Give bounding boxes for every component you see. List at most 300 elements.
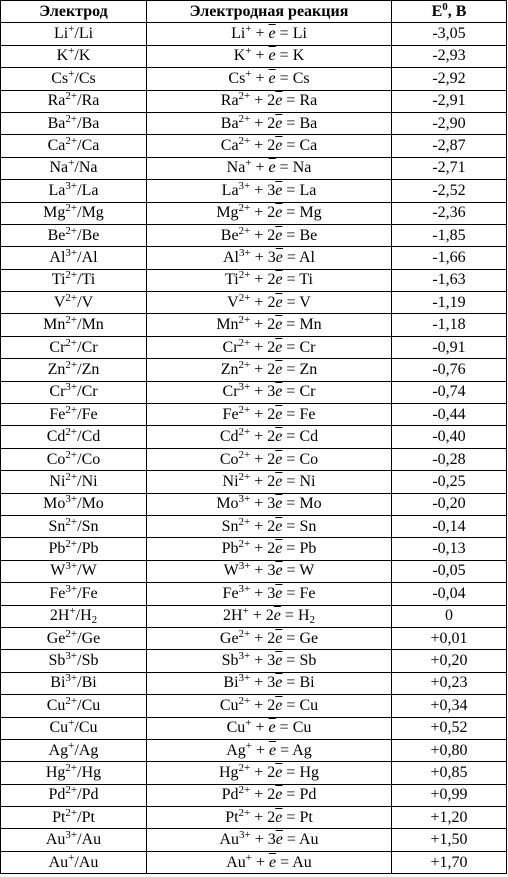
ion-symbol: Ge — [219, 629, 239, 647]
metal-symbol: Pd — [299, 786, 317, 804]
metal — [82, 473, 98, 490]
table-row — [1, 68, 507, 90]
metal-symbol: Ba — [81, 114, 100, 132]
ion-charge: 3+ — [238, 493, 251, 506]
metal — [299, 249, 315, 266]
ion — [216, 495, 250, 512]
metal-symbol: Mo — [81, 495, 104, 513]
electrode-cell — [1, 829, 147, 851]
potential-cell: -0,04 — [392, 583, 507, 605]
metal-symbol: W — [299, 562, 315, 580]
metal-subscript: 2 — [91, 614, 98, 627]
electrode-cell — [1, 851, 147, 873]
metal — [82, 764, 102, 781]
ion-charge: 2+ — [65, 448, 78, 461]
electrode-cell — [1, 359, 147, 381]
ion — [52, 806, 78, 826]
ion-symbol: Al — [49, 248, 66, 266]
ion-symbol: Pb — [221, 540, 239, 558]
ion — [222, 470, 251, 490]
metal-symbol: Bi — [81, 674, 97, 692]
ion-charge: 3+ — [65, 246, 78, 259]
metal — [299, 540, 316, 557]
potential-cell: -0,40 — [392, 426, 507, 448]
ion — [219, 831, 250, 848]
ion-symbol: Fe — [222, 584, 239, 602]
ion-charge: 3+ — [65, 179, 78, 192]
ion-charge: 2+ — [65, 112, 78, 125]
ion-charge: 3+ — [65, 560, 78, 573]
ion-symbol: Au — [48, 853, 69, 871]
metal-symbol: Cs — [292, 69, 310, 87]
ion — [219, 627, 251, 647]
metal — [299, 137, 317, 154]
potential-cell: -1,63 — [392, 269, 507, 291]
ion-symbol: Pt — [52, 808, 66, 826]
electrode-cell — [1, 202, 147, 224]
metal — [299, 697, 318, 714]
separator: / — [77, 360, 82, 378]
ion-charge: 3+ — [65, 582, 78, 595]
table-row — [1, 23, 507, 45]
ion-charge: 2+ — [65, 761, 78, 774]
metal — [82, 809, 95, 826]
separator: / — [77, 696, 82, 714]
metal-symbol: Cr — [81, 338, 98, 356]
metal — [82, 406, 98, 423]
header-reaction: Электродная реакция — [147, 1, 392, 23]
ion-symbol: 2H — [49, 607, 70, 625]
potential-cell: -0,14 — [392, 515, 507, 537]
electrode-cell — [1, 381, 147, 403]
separator: / — [77, 428, 82, 446]
ion — [46, 627, 78, 647]
electron-symbol: $\overline{e}$ — [269, 853, 277, 871]
ion-charge: 2+ — [238, 202, 251, 215]
electron-symbol: $\overline{e}$ — [275, 338, 283, 356]
metal-symbol: Fe — [81, 405, 98, 423]
metal-symbol: Mn — [81, 316, 104, 334]
metal-symbol: Ba — [299, 114, 318, 132]
separator: / — [77, 652, 82, 670]
metal-symbol: Au — [78, 853, 99, 871]
separator: / — [77, 248, 82, 266]
metal-symbol: Ag — [78, 741, 99, 759]
potential-cell: -2,91 — [392, 90, 507, 112]
metal-symbol: Ra — [299, 92, 318, 110]
ion — [222, 403, 251, 423]
ion — [49, 470, 78, 490]
electron-symbol: $\overline{e}$ — [275, 450, 283, 468]
ion — [50, 674, 77, 691]
separator: / — [77, 405, 82, 423]
ion — [234, 47, 252, 64]
electron-symbol: $\overline{e}$ — [275, 495, 283, 513]
metal-symbol: Mg — [299, 204, 322, 222]
ion — [48, 851, 75, 871]
ion-symbol: Zn — [220, 360, 239, 378]
ion-charge: 2+ — [238, 269, 251, 282]
ion — [49, 540, 78, 557]
table-row — [1, 135, 507, 157]
electrode-cell — [1, 493, 147, 515]
metal-symbol: Fe — [299, 584, 316, 602]
ion-symbol: La — [221, 181, 239, 199]
ion — [47, 358, 78, 378]
metal — [82, 451, 101, 468]
metal-symbol: Na — [292, 159, 312, 177]
metal-symbol: Au — [299, 831, 319, 849]
ion — [227, 159, 252, 176]
ion-symbol: Pd — [221, 786, 239, 804]
metal — [299, 809, 312, 826]
table-row — [1, 426, 507, 448]
ion — [221, 179, 251, 199]
reaction-cell: $Cu^+ + \overline{e} = Cu$ — [147, 717, 392, 739]
ion — [223, 607, 249, 624]
reaction-cell: $Ti^{2+} + 2\overline{e} = Ti$ — [147, 269, 392, 291]
ion-charge: + — [68, 851, 75, 864]
metal — [79, 742, 99, 759]
ion-symbol: Bi — [50, 674, 66, 692]
ion-symbol: La — [48, 181, 66, 199]
electron-symbol: $\overline{e}$ — [275, 137, 283, 155]
electron-symbol: $\overline{e}$ — [275, 92, 283, 110]
ion — [48, 739, 75, 759]
ion-symbol: Cd — [46, 428, 66, 446]
electrode-cell — [1, 45, 147, 67]
ion-charge: + — [245, 45, 252, 58]
metal — [299, 831, 319, 848]
metal-symbol: Ca — [81, 137, 100, 155]
separator: / — [74, 47, 79, 65]
metal — [299, 585, 315, 602]
ion — [43, 495, 77, 512]
ion — [223, 246, 251, 266]
metal-symbol: Cu — [81, 696, 101, 714]
metal — [82, 361, 100, 378]
metal — [82, 585, 98, 602]
ion — [222, 786, 251, 803]
potential-cell: -1,85 — [392, 224, 507, 246]
metal-symbol: Li — [292, 25, 307, 43]
electron-symbol: $\overline{e}$ — [275, 831, 283, 849]
ion-symbol: Co — [219, 450, 239, 468]
table-row — [1, 695, 507, 717]
ion — [225, 806, 251, 826]
header-row — [1, 1, 507, 23]
ion-charge: 2+ — [65, 403, 78, 416]
reaction-cell: $Ba^{2+} + 2\overline{e} = Ba$ — [147, 112, 392, 134]
ion-symbol: Fe — [49, 405, 66, 423]
metal-symbol: Cr — [299, 383, 316, 401]
metal-symbol: Mo — [299, 495, 322, 513]
ion-symbol: Cu — [49, 719, 69, 737]
electrode-cell — [1, 807, 147, 829]
separator: / — [77, 181, 82, 199]
potential-cell: +0,34 — [392, 695, 507, 717]
electron-symbol: $\overline{e}$ — [273, 607, 281, 625]
electron-symbol: $\overline{e}$ — [275, 204, 283, 222]
separator: / — [77, 584, 82, 602]
table-row — [1, 45, 507, 67]
ion-charge: 2+ — [65, 291, 78, 304]
table-row — [1, 381, 507, 403]
reaction-cell: $Fe^{2+} + 2\overline{e} = Fe$ — [147, 404, 392, 426]
ion-symbol: Na — [49, 159, 69, 177]
table-row — [1, 493, 507, 515]
metal-symbol: W — [81, 562, 97, 580]
table-row — [1, 851, 507, 873]
ion — [45, 761, 78, 781]
ion-charge: 2+ — [238, 426, 251, 439]
electron-symbol: $\overline{e}$ — [275, 808, 283, 826]
potential-cell: +0,52 — [392, 717, 507, 739]
ion-symbol: Cu — [46, 696, 66, 714]
ion-charge: + — [245, 67, 252, 80]
metal-symbol: Zn — [299, 360, 318, 378]
electrode-cell — [1, 739, 147, 761]
separator: / — [77, 674, 82, 692]
ion — [225, 271, 250, 288]
ion-symbol: Mn — [216, 316, 239, 334]
table-row — [1, 583, 507, 605]
metal — [299, 428, 318, 445]
ion-charge: + — [68, 67, 75, 80]
ion-symbol: Li — [53, 25, 69, 43]
ion — [51, 67, 75, 87]
reaction-cell: $Li^+ + \overline{e} = Li$ — [147, 23, 392, 45]
metal-symbol: Au — [292, 853, 312, 871]
separator: / — [74, 25, 79, 43]
metal — [299, 562, 314, 579]
reaction-cell: $Be^{2+} + 2\overline{e} = Be$ — [147, 224, 392, 246]
ion — [227, 291, 251, 311]
reaction-cell: $K^+ + \overline{e} = K$ — [147, 45, 392, 67]
header-potential: $E^0$, В — [392, 1, 507, 23]
electrode-cell — [1, 404, 147, 426]
ion-charge: 2+ — [65, 784, 78, 797]
separator: / — [77, 831, 82, 849]
ion-charge: 2+ — [238, 135, 251, 148]
electrode-cell — [1, 650, 147, 672]
metal — [293, 719, 312, 736]
reaction-cell: $Mn^{2+} + 2\overline{e} = Mn$ — [147, 314, 392, 336]
separator: / — [77, 763, 82, 781]
metal — [82, 204, 104, 221]
ion-symbol: K — [233, 47, 246, 65]
ion-charge: + — [242, 605, 249, 618]
ion-symbol: Ni — [222, 472, 239, 490]
reaction-cell: $Mg^{2+} + 2\overline{e} = Mg$ — [147, 202, 392, 224]
ion — [221, 515, 251, 535]
table-row — [1, 515, 507, 537]
ion-symbol: 2H — [222, 607, 243, 625]
table-body — [1, 23, 507, 874]
ion — [48, 137, 78, 154]
metal — [299, 473, 315, 490]
ion-charge: 3+ — [238, 672, 251, 685]
metal-symbol: La — [81, 181, 99, 199]
metal-symbol: Pb — [81, 540, 99, 558]
separator: / — [77, 786, 82, 804]
ion-symbol: V — [53, 293, 66, 311]
table-row — [1, 650, 507, 672]
metal-symbol: Ti — [81, 271, 96, 289]
electron-symbol: $\overline{e}$ — [275, 271, 283, 289]
ion-charge: + — [245, 717, 252, 730]
metal — [82, 227, 100, 244]
ion — [48, 179, 78, 199]
ion-charge: + — [69, 605, 76, 618]
electrode-cell — [1, 292, 147, 314]
metal-symbol: Al — [81, 248, 98, 266]
ion-charge: 2+ — [238, 538, 251, 551]
metal — [82, 339, 98, 356]
metal-symbol: Cu — [299, 696, 319, 714]
metal-symbol: Sb — [81, 652, 99, 670]
metal — [299, 339, 315, 356]
ion — [216, 316, 250, 333]
reaction-cell: $Cr^{3+} + 3\overline{e} = Cr$ — [147, 381, 392, 403]
ion — [43, 316, 77, 333]
reaction-cell: $Mo^{3+} + 3\overline{e} = Mo$ — [147, 493, 392, 515]
ion-symbol: Li — [231, 25, 246, 43]
electron-symbol: $\overline{e}$ — [268, 47, 276, 65]
metal-subscript: 2 — [309, 614, 315, 627]
table-row — [1, 717, 507, 739]
ion-symbol: Mo — [43, 495, 66, 513]
potential-cell: -0,44 — [392, 404, 507, 426]
potential-cell: -2,71 — [392, 157, 507, 179]
separator: / — [77, 316, 82, 334]
potential-cell: -2,36 — [392, 202, 507, 224]
metal — [82, 786, 99, 803]
metal — [82, 630, 101, 647]
table-row — [1, 202, 507, 224]
ion-symbol: Bi — [223, 674, 239, 692]
ion — [53, 291, 78, 311]
ion-symbol: Be — [220, 226, 239, 244]
potential-cell: 0 — [392, 605, 507, 627]
metal — [82, 495, 104, 512]
ion-symbol: Cr — [222, 338, 239, 356]
ion-symbol: Sn — [48, 517, 66, 535]
table-row — [1, 560, 507, 582]
metal — [299, 92, 317, 109]
ion-symbol: Au — [45, 831, 66, 849]
electron-symbol: $\overline{e}$ — [268, 159, 276, 177]
ion-symbol: W — [223, 562, 239, 580]
metal — [299, 316, 321, 333]
metal-symbol: Cu — [78, 719, 98, 737]
metal — [82, 518, 99, 535]
table-row — [1, 762, 507, 784]
ion — [223, 383, 251, 400]
metal-symbol: Pd — [81, 786, 99, 804]
table-row — [1, 336, 507, 358]
electrode-cell — [1, 605, 147, 627]
electron-symbol: $\overline{e}$ — [275, 114, 283, 132]
metal — [82, 428, 101, 445]
metal-symbol: Be — [81, 226, 100, 244]
metal-symbol: Hg — [299, 763, 319, 781]
separator: / — [77, 137, 82, 155]
ion-charge: 2+ — [238, 627, 251, 640]
table-row — [1, 224, 507, 246]
ion — [218, 761, 251, 781]
ion — [46, 831, 77, 848]
reaction-cell: $Sn^{2+} + 2\overline{e} = Sn$ — [147, 515, 392, 537]
metal-symbol: Bi — [299, 674, 315, 692]
ion-charge: + — [68, 739, 75, 752]
ion-charge: 2+ — [65, 627, 78, 640]
metal — [299, 786, 316, 803]
electrode-cell — [1, 627, 147, 649]
table-row — [1, 605, 507, 627]
ion-symbol: Cr — [49, 338, 66, 356]
reaction-cell: $Hg^{2+} + 2\overline{e} = Hg$ — [147, 762, 392, 784]
ion-symbol: Mg — [43, 204, 66, 222]
separator: / — [74, 719, 79, 737]
ion-charge: 3+ — [238, 381, 251, 394]
ion-symbol: Ge — [46, 629, 66, 647]
reaction-cell: $Ra^{2+} + 2\overline{e} = Ra$ — [147, 90, 392, 112]
electrode-cell — [1, 135, 147, 157]
electron-symbol: $\overline{e}$ — [275, 226, 283, 244]
ion — [49, 336, 78, 356]
ion — [220, 428, 250, 445]
ion-charge: 2+ — [65, 358, 78, 371]
ion-symbol: Pb — [48, 540, 66, 558]
electrode-cell — [1, 448, 147, 470]
metal-symbol: Na — [78, 159, 98, 177]
separator: / — [74, 741, 79, 759]
metal-symbol: Ni — [299, 472, 316, 490]
electron-symbol: $\overline{e}$ — [275, 652, 283, 670]
metal-symbol: Ag — [292, 741, 312, 759]
metal — [299, 764, 319, 781]
table-row — [1, 112, 507, 134]
separator: / — [77, 517, 82, 535]
ion-charge: + — [245, 739, 252, 752]
ion — [222, 582, 251, 602]
ion-symbol: Fe — [222, 405, 239, 423]
reaction-cell: $Ni^{2+} + 2\overline{e} = Ni$ — [147, 471, 392, 493]
ion — [57, 47, 75, 64]
table-row — [1, 739, 507, 761]
separator: / — [77, 226, 82, 244]
ion-symbol: Cu — [219, 696, 239, 714]
metal — [82, 115, 100, 132]
electron-symbol: $\overline{e}$ — [275, 696, 283, 714]
metal — [292, 854, 312, 871]
ion-symbol: Zn — [47, 360, 66, 378]
electrode-cell — [1, 314, 147, 336]
electrode-cell — [1, 180, 147, 202]
ion-charge: 2+ — [65, 135, 78, 148]
table-row — [1, 90, 507, 112]
ion-symbol: K — [56, 47, 69, 65]
reaction-cell: $Cs^+ + \overline{e} = Cs$ — [147, 68, 392, 90]
ion — [219, 694, 251, 714]
ion-charge: 2+ — [65, 806, 78, 819]
separator: / — [77, 450, 82, 468]
table-row — [1, 247, 507, 269]
electron-symbol: $\overline{e}$ — [275, 674, 283, 692]
potential-cell: -2,90 — [392, 112, 507, 134]
separator: / — [77, 629, 82, 647]
